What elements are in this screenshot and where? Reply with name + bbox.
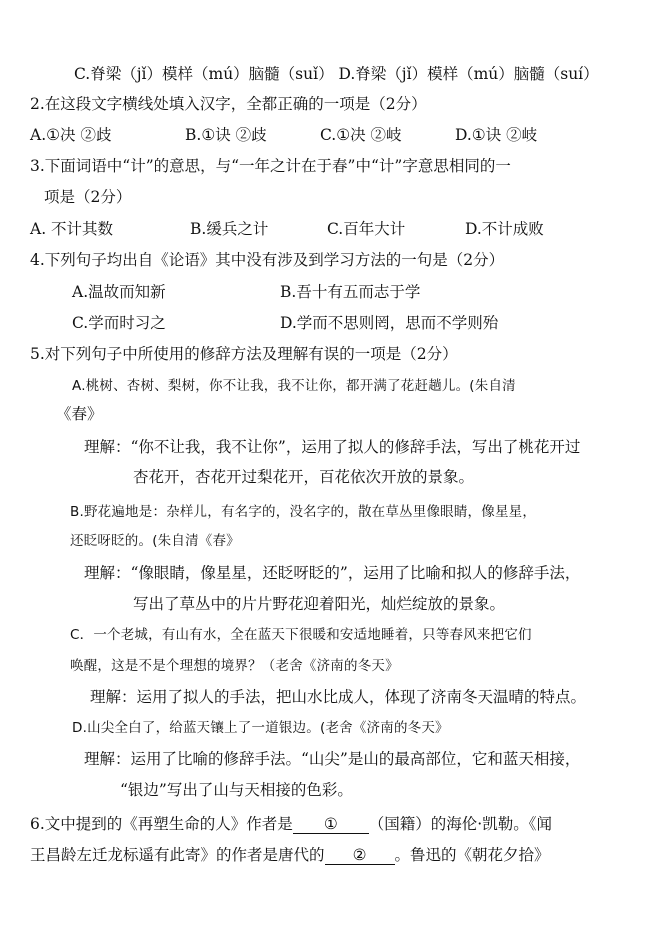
q2-option-c: C.①决 ②岐: [320, 126, 402, 144]
q4-option-d: D.学而不思则罔，思而不学则殆: [280, 314, 499, 332]
q4-stem: 4.下列句子均出自《论语》其中没有涉及到学习方法的一句是（2分）: [30, 251, 505, 269]
q3-option-a: A. 不计其数: [30, 220, 114, 238]
q2-option-d: D.①诀 ②岐: [455, 126, 538, 144]
q4-option-a: A.温故而知新: [72, 283, 166, 301]
q5-option-d-line1: D.山尖全白了，给蓝天镶上了一道银边。(老舍《济南的冬天》: [72, 720, 449, 736]
q6-blank-2[interactable]: ②: [325, 846, 395, 865]
q6-line1-tail: （国籍）的海伦·凯勒。《闻: [368, 815, 552, 833]
q5-option-b-explain-1: 理解：“像眼睛，像星星，还眨呀眨的”，运用了比喻和拟人的修辞手法，: [84, 564, 581, 582]
q5-option-a-explain-1: 理解：“你不让我，我不让你”，运用了拟人的修辞手法，写出了桃花开过: [84, 438, 581, 456]
q5-option-a-explain-2: 杏花开，杏花开过梨花开，百花依次开放的景象。: [133, 468, 475, 486]
q2-option-a: A.①决 ②歧: [30, 126, 112, 144]
q2-stem: 2.在这段文字横线处填入汉字，全都正确的一项是（2分）: [30, 95, 427, 113]
q3-option-d: D.不计成败: [465, 220, 544, 238]
q3-option-c: C.百年大计: [327, 220, 406, 238]
q5-option-a-line1: A.桃树、杏树、梨树，你不让我，我不让你，都开满了花赶趟儿。(朱自清: [72, 378, 516, 394]
q2-option-b: B.①诀 ②歧: [185, 126, 267, 144]
q5-option-a-line2: 《春》: [56, 405, 103, 423]
q5-option-c-line1: C．一个老城，有山有水，全在蓝天下很暖和安适地睡着，只等春风来把它们: [70, 627, 532, 643]
q4-option-c: C.学而时习之: [72, 314, 166, 332]
q6-line2-tail: 。鲁迅的《朝花夕拾》: [394, 846, 550, 864]
q5-option-b-line1: B.野花遍地是：杂样儿，有名字的，没名字的，散在草丛里像眼睛，像星星，: [70, 504, 537, 520]
q6-line1: [30, 814, 552, 834]
q6-line2-text: 王昌龄左迁龙标遥有此寄》的作者是唐代的: [30, 846, 325, 864]
q1-options-c-d: C.脊梁（jǐ）模样（mú）脑髓（suǐ） D.脊梁（jǐ）模样（mú）脑髓（suí）: [74, 65, 599, 83]
q5-option-b-line2: 还眨呀眨的。(朱自清《春》: [70, 533, 240, 549]
q5-option-d-explain-1: 理解：运用了比喻的修辞手法。“山尖”是山的最高部位，它和蓝天相接，: [84, 750, 581, 768]
q3-option-b: B.缓兵之计: [190, 220, 269, 238]
q4-option-b: B.吾十有五而志于学: [280, 283, 421, 301]
q6-blank-1[interactable]: ①: [293, 815, 369, 834]
q6-line1-text: 6.文中提到的《再塑生命的人》作者是: [30, 815, 293, 833]
q3-stem-line1: 3.下面词语中“计”的意思，与“一年之计在于春”中“计”字意思相同的一: [30, 157, 511, 175]
q5-option-c-line2: 唤醒，这是不是个理想的境界？（老舍《济南的冬天》: [70, 658, 399, 674]
q5-option-b-explain-2: 写出了草丛中的片片野花迎着阳光，灿烂绽放的景象。: [133, 595, 506, 613]
q5-option-d-explain-2: “银边”写出了山与天相接的色彩。: [120, 781, 353, 799]
q5-option-c-explain: 理解：运用了拟人的手法，把山水比成人，体现了济南冬天温晴的特点。: [90, 688, 587, 706]
q6-line2: [30, 845, 550, 865]
q5-stem: 5.对下列句子中所使用的修辞方法及理解有误的一项是（2分）: [30, 345, 458, 363]
q3-stem-line2: 项是（2分）: [44, 188, 132, 206]
